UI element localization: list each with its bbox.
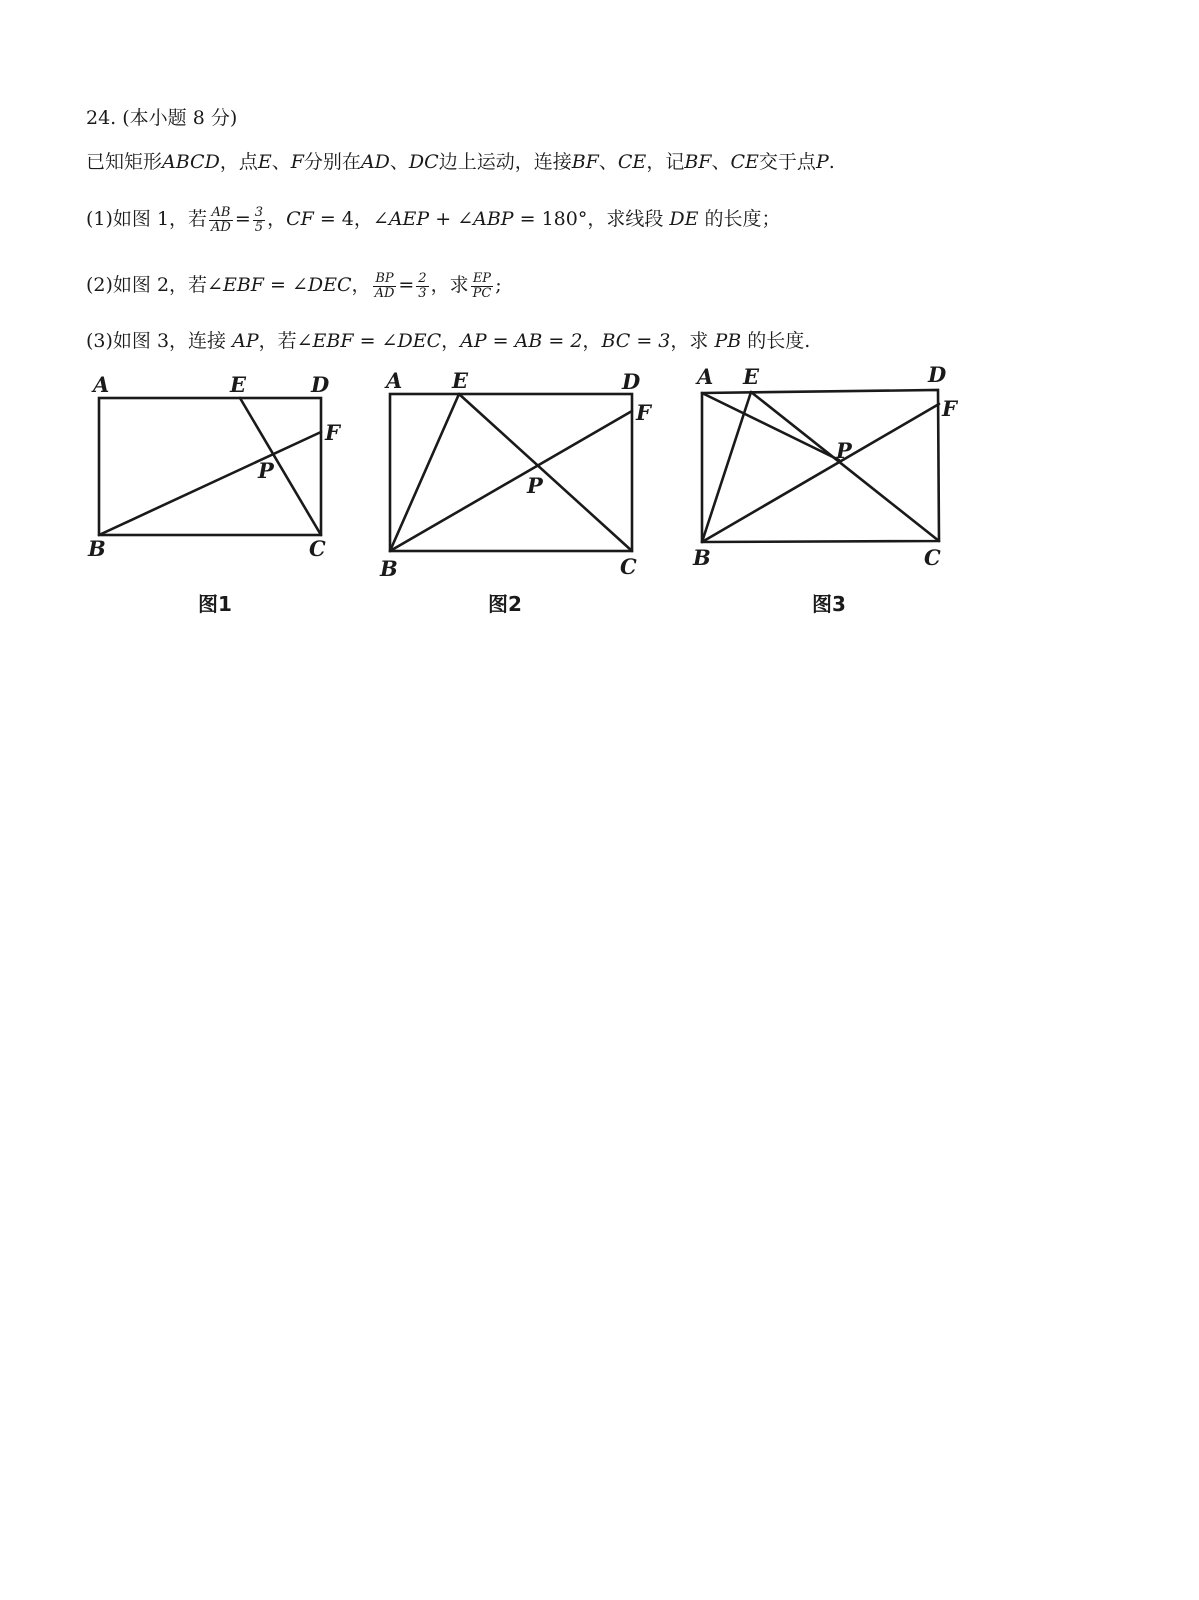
- figure-2-label-f: F: [636, 400, 651, 425]
- figure-2-segment-bf: [390, 411, 632, 551]
- figure-3-rectangle: [702, 390, 939, 542]
- figure-3-label-p: P: [836, 438, 852, 463]
- figure-1-caption: 图1: [198, 592, 232, 616]
- figure-1-segment-ec: [240, 398, 321, 535]
- figure-2-rectangle: [390, 394, 632, 551]
- figure-3-caption: 图3: [812, 592, 846, 616]
- figure-2-label-d: D: [622, 369, 641, 394]
- problem-header: 24. (本小题 8 分): [86, 107, 238, 129]
- figure-2-label-a: A: [386, 368, 403, 393]
- fraction-ab-ad: $\frac{AB}{AD}$: [211, 204, 231, 235]
- figure-2: [379, 368, 653, 616]
- figure-2-caption: 图2: [488, 592, 522, 616]
- figure-1-label-b: B: [88, 536, 106, 561]
- figure-3-label-e: E: [743, 364, 760, 389]
- figure-3-label-a: A: [697, 364, 714, 389]
- figure-2-label-p: P: [527, 473, 543, 498]
- figure-3-label-c: C: [924, 545, 941, 570]
- figure-1-label-c: C: [309, 536, 326, 561]
- figure-1-label-d: D: [311, 372, 330, 397]
- fraction-bp-ad: $\frac{BP}{AD}$: [374, 270, 395, 301]
- figure-1: [87, 372, 342, 616]
- figure-3: [692, 362, 959, 616]
- figure-2-segment-ec: [459, 394, 632, 551]
- figure-2-label-b: B: [380, 556, 398, 581]
- fraction-3-5: $\frac{3}{5}$: [254, 204, 264, 235]
- question-2: (2)如图 2，若∠EBF = ∠DEC， $\frac{BP}{AD}$ = $\frac{2}{3}$ ，求 $\frac{EP}{PC}$ ;: [86, 270, 502, 301]
- geometry-figures: [0, 0, 1199, 660]
- problem-stem: 已知矩形ABCD，点E、F分别在AD、DC边上运动，连接BF、CE，记BF、CE交于点P.: [86, 151, 835, 173]
- figure-1-label-f: F: [325, 420, 340, 445]
- figure-2-segment-be: [390, 394, 459, 551]
- figure-3-segment-bf: [702, 404, 939, 542]
- figure-3-segment-ap: [702, 393, 839, 460]
- figure-3-label-d: D: [928, 362, 947, 387]
- figure-3-label-f: F: [942, 396, 957, 421]
- figure-1-label-a: A: [93, 372, 110, 397]
- question-3: (3)如图 3，连接 AP，若∠EBF = ∠DEC，AP = AB = 2，BC = 3，求 PB 的长度.: [86, 330, 811, 352]
- figure-1-rectangle: [99, 398, 321, 535]
- fraction-2-3: $\frac{2}{3}$: [418, 270, 427, 301]
- figure-3-label-b: B: [693, 545, 711, 570]
- figure-3-segment-ec: [751, 392, 939, 541]
- question-1: (1)如图 1，若 $\frac{AB}{AD}$ = $\frac{3}{5}$ ，CF = 4，∠AEP + ∠ABP = 180°，求线段 DE 的长度；: [86, 204, 781, 235]
- figure-1-segment-bf: [99, 432, 321, 535]
- figure-1-label-p: P: [258, 458, 274, 483]
- figure-2-label-e: E: [452, 368, 469, 393]
- fraction-ep-pc: $\frac{EP}{PC}$: [472, 270, 492, 301]
- figure-1-label-e: E: [230, 372, 247, 397]
- figure-2-label-c: C: [620, 554, 637, 579]
